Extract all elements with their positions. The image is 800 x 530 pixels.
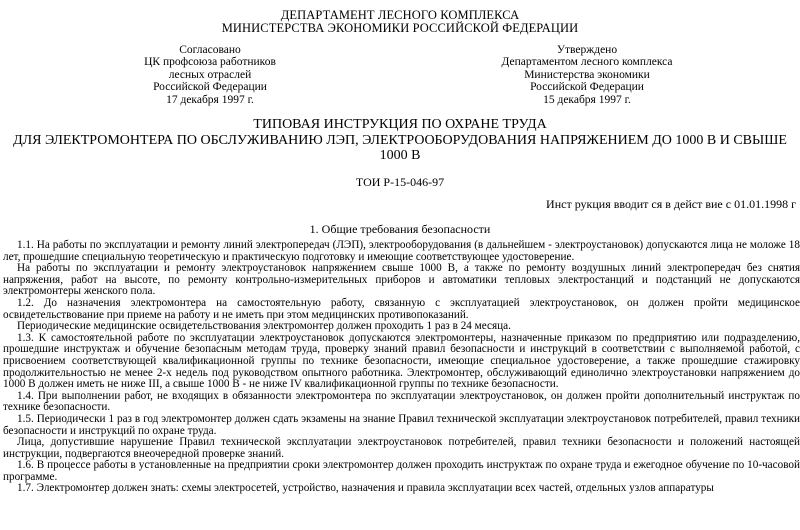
approval-block-right	[467, 44, 707, 106]
approval-left-line: ЦК профсоюза работников	[144, 56, 276, 69]
approval-right-line: 15 декабря 1997 г.	[543, 93, 631, 106]
approval-left-line: Российской Федерации	[153, 81, 267, 94]
approval-right-line: Департаментом лесного комплекса	[501, 56, 673, 69]
approval-left-line: 17 декабря 1997 г.	[166, 93, 254, 106]
approval-left-line: Согласовано	[179, 44, 241, 56]
paragraph: 1.4. При выполнении работ, не входящих в обязанности электромонтера по эксплуатации электроустановок, он должен пройти дополнительный инструктаж по технике безопасности.	[3, 389, 800, 414]
paragraph: Лица, допустившие нарушение Правил технической эксплуатации электроустановок потребителей, правил техники безопасности и положений настоящей инструкции, подвергаются внеочередной проверке знаний.	[3, 436, 800, 460]
effective-date: Инст рукция вводит ся в дейст вие с 01.01.1998 г	[546, 197, 796, 211]
document-body	[3, 240, 800, 495]
paragraph: 1.2. До назначения электромонтера на самостоятельную работу, связанную с эксплуатацией электроустановок, он должен пройти медицинское освидетельствование при приеме на работу и не иметь при этом медицинских противопоказаний.	[3, 296, 800, 321]
document-title-line-1: ТИПОВАЯ ИНСТРУКЦИЯ ПО ОХРАНЕ ТРУДА	[253, 117, 547, 132]
paragraph: Периодические медицинские освидетельствования электромонтер должен проходить 1 раз в 24 месяца.	[17, 320, 511, 333]
approval-left-line: лесных отраслей	[168, 68, 252, 81]
document-title-line-3: 1000 В	[379, 148, 421, 163]
approval-right-line: Министерства экономики	[524, 68, 650, 81]
department-line-1: ДЕПАРТАМЕНТ ЛЕСНОГО КОМПЛЕКСА	[280, 8, 520, 22]
paragraph: 1.6. В процессе работы в установленные на предприятии сроки электромонтер должен проходить инструктаж по охране труда и ежегодное обучение по 10-часовой программе.	[3, 459, 800, 483]
paragraph: 1.5. Периодически 1 раз в год электромонтер должен сдать экзамены на знание Правил технической эксплуатации электроустановок потребителей, правил техники безопасности и инструкций по охране труда.	[3, 412, 800, 437]
document-code: ТОИ Р-15-046-97	[355, 175, 445, 189]
paragraph: 1.7. Электромонтер должен знать: схемы электросетей, устройство, назначения и правила эксплуатации всех частей, отдельных узлов аппаратуры	[17, 482, 714, 495]
section-title: 1. Общие требования безопасности	[309, 222, 491, 236]
department-line-2: МИНИСТЕРСТВА ЭКОНОМИКИ РОССИЙСКОЙ ФЕДЕРАЦИИ	[221, 21, 579, 35]
department-header	[0, 9, 800, 35]
document-title-line-2: ДЛЯ ЭЛЕКТРОМОНТЕРА ПО ОБСЛУЖИВАНИЮ ЛЭП, ЭЛЕКТРООБОРУДОВАНИЯ НАПРЯЖЕНИЕМ ДО 1000 В И СВЫШЕ	[13, 133, 787, 148]
paragraph: 1.3. К самостоятельной работе по эксплуатации электроустановок допускаются электромонтеры, назначенные приказом по предприятию или подразделению, прошедшие инструктаж и обучение безопасным методам труда, проверку знаний правил безопасности и инструкций в соответствии с выполняемой работой, с присвоением соответствующей квалификационной группы по технике безопасности, имеющие специальное удостоверение, а также прошедшие стажировку продолжительностью не менее 2-х недель под руководством опытного работника. Электромонтер, обслуживающий единолично электроустановки напряжением до 1000 В должен иметь не ниже III, а свыше 1000 В - не ниже IV квалификационной группы по технике безопасности.	[3, 331, 800, 391]
approval-right-line: Российской Федерации	[530, 81, 644, 94]
paragraph: На работы по эксплуатации и ремонту электроустановок напряжением свыше 1000 В, а также по ремонту воздушных линий электропередач без снятия напряжения, работ на высоте, по ремонту контрольно-измерительных приборов и автоматики тепловых электростанций и подстанций не допускаются электромонтеры женского пола.	[3, 262, 800, 298]
approval-block-left	[90, 44, 330, 106]
paragraph: 1.1. На работы по эксплуатации и ремонту линий электропередач (ЛЭП), электрооборудования (в дальнейшем - электроустановок) допускаются лица не моложе 18 лет, прошедшие специальную теоретическую и практическую подготовку и имеющие соответствующее удостоверение.	[3, 239, 800, 263]
approval-right-line: Утверждено	[556, 44, 618, 56]
